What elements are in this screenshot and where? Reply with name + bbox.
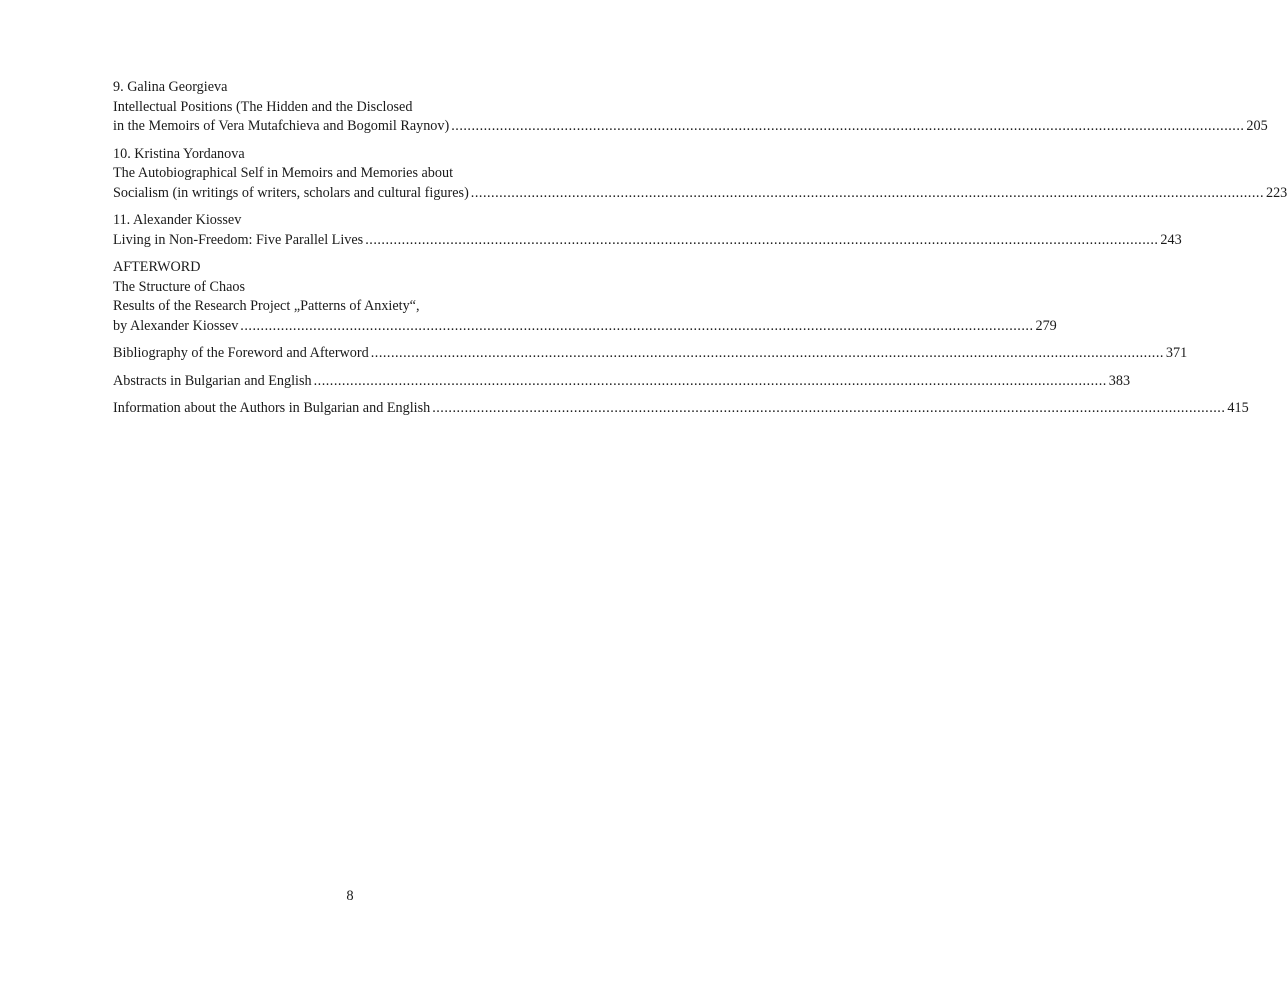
- toc-title-line: Intellectual Positions (The Hidden and the Disclosed: [113, 98, 413, 115]
- toc-leader-line[interactable]: [113, 344, 1188, 364]
- toc-page-number: 383: [1108, 372, 1131, 389]
- toc-leader-line[interactable]: [113, 372, 1131, 392]
- dot-leader: [365, 231, 1158, 251]
- toc-author: 10. Kristina Yordanova: [113, 145, 245, 162]
- dot-leader: [314, 372, 1107, 392]
- toc-entry: [113, 344, 1188, 364]
- page-number: 8: [346, 888, 354, 904]
- toc-title-line: Information about the Authors in Bulgarian and English: [113, 400, 431, 416]
- toc-author: 11. Alexander Kiossev: [113, 212, 242, 228]
- toc-leader-line[interactable]: [113, 184, 1287, 204]
- toc-leader-line[interactable]: [113, 317, 1057, 337]
- toc-entry: [113, 145, 1287, 204]
- toc-section-heading: AFTERWORD: [113, 259, 201, 275]
- dot-leader: [471, 184, 1264, 204]
- toc-page-number: 243: [1160, 231, 1182, 248]
- toc-entry: [113, 399, 1249, 419]
- toc-page-number: 371: [1165, 345, 1188, 361]
- toc-page-number: 415: [1227, 400, 1249, 416]
- toc-title-line: in the Memoirs of Vera Mutafchieva and Bogomil Raynov): [113, 118, 450, 134]
- toc-author: 9. Galina Georgieva: [113, 79, 228, 95]
- toc-title-line: by Alexander Kiossev: [113, 317, 239, 334]
- toc-title-line: Abstracts in Bulgarian and English: [113, 372, 312, 389]
- toc-title-line: Bibliography of the Foreword and Afterword: [113, 345, 369, 361]
- toc-entry: [113, 211, 1182, 250]
- dot-leader: [371, 344, 1164, 364]
- toc-entry: [113, 258, 1057, 336]
- toc-leader-line[interactable]: [113, 231, 1182, 251]
- dot-leader: [451, 117, 1244, 137]
- toc-leader-line[interactable]: [113, 399, 1249, 419]
- toc-page-number: 205: [1246, 118, 1268, 134]
- dot-leader: [432, 399, 1225, 419]
- table-of-contents: [113, 78, 1287, 427]
- toc-title-line: The Autobiographical Self in Memoirs and Memories about: [113, 165, 454, 181]
- toc-entry: [113, 78, 1268, 137]
- toc-title-line: The Structure of Chaos: [113, 278, 245, 295]
- dot-leader: [240, 317, 1033, 337]
- toc-entry: [113, 372, 1131, 392]
- toc-page-number: 223: [1265, 184, 1287, 201]
- toc-page-number: 279: [1035, 317, 1057, 334]
- toc-title-line: Results of the Research Project „Patterns of Anxiety“,: [113, 298, 420, 314]
- toc-title-line: Socialism (in writings of writers, scholars and cultural figures): [113, 184, 469, 201]
- toc-leader-line[interactable]: [113, 117, 1268, 137]
- toc-title-line: Living in Non-Freedom: Five Parallel Lives: [113, 231, 364, 248]
